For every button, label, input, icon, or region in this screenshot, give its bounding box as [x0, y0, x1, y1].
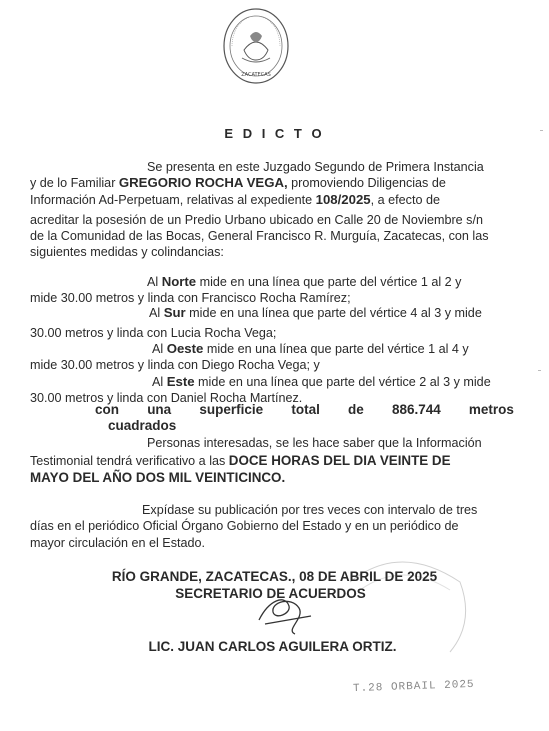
- publication-line-1: Expídase su publicación por tres veces con intervalo de tres: [142, 503, 478, 517]
- bound-east-line-1: Al Este mide en una línea que parte del vértice 2 al 3 y mide: [152, 374, 491, 389]
- intro-line-6: siguientes medidas y colindancias:: [30, 245, 224, 259]
- intro-line-4: acreditar la posesión de un Predio Urbano ubicado en Calle 20 de Noviembre s/n: [30, 213, 483, 227]
- bound-north-line-1: Al Norte mide en una línea que parte del vértice 1 al 2 y: [147, 274, 462, 289]
- svg-text:ZACATECAS: ZACATECAS: [241, 72, 271, 78]
- document-title: E D I C T O: [224, 126, 325, 141]
- notice-line-1: Personas interesadas, se les hace saber que la Información: [147, 436, 482, 450]
- bound-north-line-2: mide 30.00 metros y linda con Francisco Rocha Ramírez;: [30, 291, 351, 305]
- bound-south-line-1: Al Sur mide en una línea que parte del vértice 4 al 3 y mide: [149, 305, 482, 320]
- margin-mark: [540, 130, 543, 131]
- bound-east-line-2: 30.00 metros y linda con Daniel Rocha Martínez.: [30, 391, 303, 405]
- date-stamp: T.28 ORBAIL 2025: [352, 678, 475, 696]
- intro-line-2: y de lo Familiar GREGORIO ROCHA VEGA, promoviendo Diligencias de: [30, 175, 446, 190]
- area-line-1: con una superficie total de 886.744 metros: [95, 402, 514, 417]
- bound-west-line-1: Al Oeste mide en una línea que parte del vértice 1 al 4 y: [152, 341, 469, 356]
- handwritten-signature: [255, 590, 315, 638]
- bound-south-line-2: 30.00 metros y linda con Lucia Rocha Vega;: [30, 326, 277, 340]
- notice-line-2: Testimonial tendrá verificativo a las DOCE HORAS DEL DIA VEINTE DE: [30, 453, 451, 468]
- court-seal: [222, 6, 290, 86]
- intro-line-5: de la Comunidad de las Bocas, General Francisco R. Murguía, Zacatecas, con las: [30, 229, 489, 243]
- notice-line-3: MAYO DEL AÑO DOS MIL VEINTICINCO.: [30, 470, 286, 485]
- intro-line-3: Información Ad-Perpetuam, relativas al expediente 108/2025, a efecto de: [30, 192, 440, 207]
- publication-line-3: mayor circulación en el Estado.: [30, 536, 205, 550]
- place-date: RÍO GRANDE, ZACATECAS., 08 DE ABRIL DE 2025: [111, 569, 438, 584]
- bound-west-line-2: mide 30.00 metros y linda con Diego Rocha Vega; y: [30, 358, 320, 372]
- intro-line-1: Se presenta en este Juzgado Segundo de Primera Instancia: [147, 160, 484, 174]
- secretary-name: LIC. JUAN CARLOS AGUILERA ORTIZ.: [148, 639, 397, 654]
- publication-line-2: días en el periódico Oficial Órgano Gobierno del Estado y en un periódico de: [30, 519, 459, 533]
- secretary-role: SECRETARIO DE ACUERDOS: [175, 586, 366, 601]
- margin-mark: [538, 370, 541, 371]
- area-line-2: cuadrados: [108, 418, 177, 433]
